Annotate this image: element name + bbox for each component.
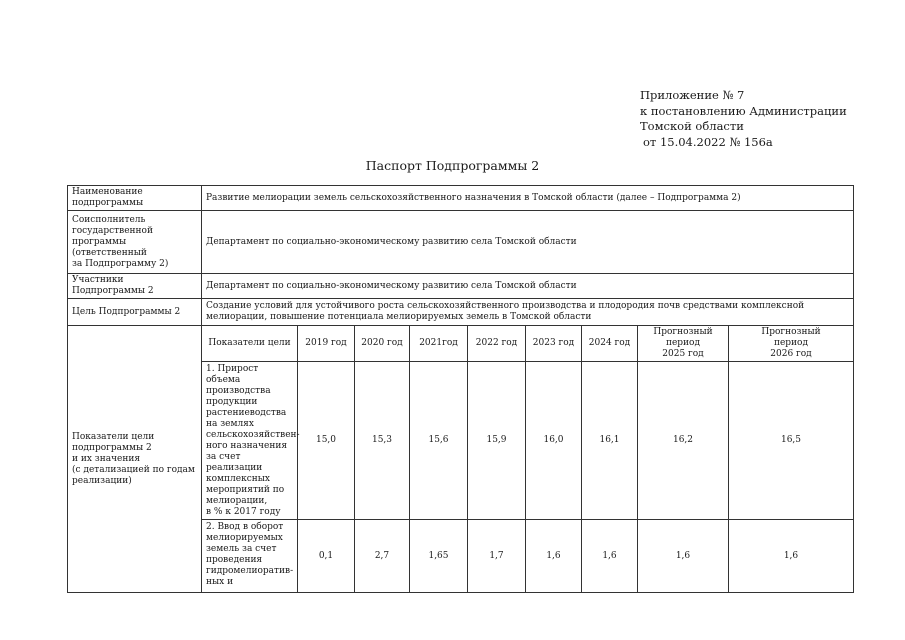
indicator-value: 0,1 — [298, 520, 355, 593]
row-label-coexecutor: Соисполнитель государственной программы (ответственный за Подпрограмму 2) — [68, 211, 202, 274]
indicator-name: 2. Ввод в оборот мелиорируемых земель за счет проведения гидромелиоратив- ных и — [202, 520, 298, 593]
year-header: Прогнозный период 2026 год — [729, 326, 854, 362]
indicator-value: 1,65 — [410, 520, 468, 593]
year-header: 2019 год — [298, 326, 355, 362]
indicator-value: 1,6 — [729, 520, 854, 593]
row-label-goal: Цель Подпрограммы 2 — [68, 299, 202, 326]
passport-table — [67, 185, 854, 593]
table-row — [68, 274, 854, 299]
indicator-name: 1. Прирост объема производства продукции растениеводства на землях сельскохозяйствен- ного назначения за счет реализации комплексных мероприятий по мелиорации, в % к 2017 году — [202, 362, 298, 520]
indicator-value: 15,3 — [355, 362, 410, 520]
year-header: 2024 год — [582, 326, 638, 362]
row-label-participants: Участники Подпрограммы 2 — [68, 274, 202, 299]
indicator-value: 1,6 — [638, 520, 729, 593]
indicator-value: 1,6 — [526, 520, 582, 593]
page-title: Паспорт Подпрограммы 2 — [365, 158, 540, 173]
appendix-block — [640, 88, 890, 150]
appendix-line: Приложение № 7 — [640, 88, 745, 102]
indicator-value: 16,0 — [526, 362, 582, 520]
indicator-value: 16,1 — [582, 362, 638, 520]
row-value-name: Развитие мелиорации земель сельскохозяйственного назначения в Томской области (далее – Подпрограмма 2) — [202, 186, 854, 211]
row-value-participants: Департамент по социально-экономическому развитию села Томской области — [202, 274, 854, 299]
year-header: 2020 год — [355, 326, 410, 362]
year-header: 2023 год — [526, 326, 582, 362]
indicator-value: 16,5 — [729, 362, 854, 520]
indicator-value: 15,9 — [468, 362, 526, 520]
row-label-name: Наименование подпрограммы — [68, 186, 202, 211]
appendix-line: к постановлению Администрации — [640, 103, 847, 118]
year-header: 2021год — [410, 326, 468, 362]
appendix-line: от 15.04.2022 № 156а — [643, 134, 773, 149]
appendix-line: Томской области — [640, 119, 744, 133]
row-value-coexecutor: Департамент по социально-экономическому развитию села Томской области — [202, 211, 854, 274]
row-label-indicators: Показатели цели подпрограммы 2 и их значения (с детализацией по годам реализации) — [68, 326, 202, 593]
table-row — [68, 211, 854, 274]
indicator-value: 16,2 — [638, 362, 729, 520]
year-header: Прогнозный период 2025 год — [638, 326, 729, 362]
table-row — [68, 326, 854, 362]
row-value-goal: Создание условий для устойчивого роста сельскохозяйственного производства и плодородия почв средствами комплексной мелиорации, повышение потенциала мелиорируемых земель в Томской области — [202, 299, 854, 326]
indicator-value: 15,0 — [298, 362, 355, 520]
indicator-value: 1,6 — [582, 520, 638, 593]
table-row — [68, 299, 854, 326]
table-row — [68, 186, 854, 211]
indicator-value: 2,7 — [355, 520, 410, 593]
indicator-value: 1,7 — [468, 520, 526, 593]
indicator-value: 15,6 — [410, 362, 468, 520]
indicator-header: Показатели цели — [202, 326, 298, 362]
year-header: 2022 год — [468, 326, 526, 362]
